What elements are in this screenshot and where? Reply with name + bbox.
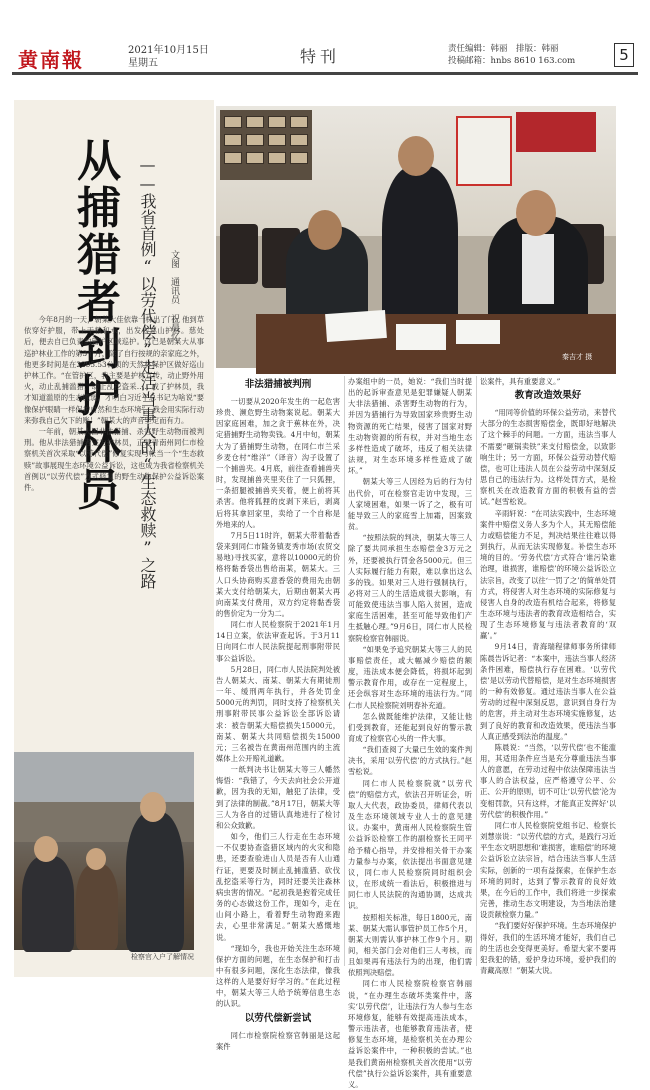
body-paragraph: 讼案件，具有重要意义。” bbox=[480, 377, 561, 386]
photo-person bbox=[76, 864, 118, 950]
body-paragraph: 同仁市人民检察院就“以劳代偿”的赔偿方式，依法召开听证会，听取人大代表，政协委员，律师代表以及生态环境领域专业人士的意见建议。办案中，黄南州人民检察院生管公益诉讼检察工作的副检察长王同平给予精心指导，并安排相关骨干办案力量参与办案，依法提出书面意见建议，同仁市人民检察院同时组织会议，在形成统一看法后，积极推进与同仁市人民法院的沟通协调，达成共识。 bbox=[348, 778, 472, 911]
photo-signer-head bbox=[308, 210, 342, 250]
body-paragraph: 同仁市人民检察院党组书记、检察长刘慧崇说：“以劳代偿的方式，是践行习近平生态文明思想和‘谁损害，谁赔偿’的环境公益诉讼立法宗旨，结合违法当事人生活实际，创新的一项有益探索，在保护生态环境的同时，达到了警示教育的良好效果，在今后的工作中，我们将进一步探索完善，推动生态文明建设，为当地法治建设贡献检察力量。” bbox=[480, 820, 616, 920]
body-paragraph: 陈晨说：“当然，‘以劳代偿’也不能滥用，其适用条件应当是充分尊重违法当事人的意愿，在劳动过程中依法保障违法当事人的合法权益，应严格遵守公平、公正、公开的原则，切不可让‘以劳代偿’沦为变相罚款，只有这样，才能真正发挥好‘以劳代偿’的积极作用。” bbox=[480, 742, 616, 819]
masthead bbox=[0, 40, 650, 74]
section-heading: 教育改造效果好 bbox=[514, 390, 582, 402]
photo-person-head bbox=[86, 848, 106, 870]
body-paragraph: 按照相关标准，每日1800元，南某、朝某大需认事管护员工作5个月，朝某大则需认事护林工作9个月。期间，相关部门会对他们三人考核，而且如果再有违法行为的出现，他们需依照判决赔偿。 bbox=[348, 912, 472, 978]
page-number: 5 bbox=[614, 43, 634, 67]
article-column-3 bbox=[480, 376, 616, 976]
body-paragraph: 同仁市人民检察院于2021年1月14日立案，依法审查起诉。于3月11日向同仁市人民法院提起刑事附带民事公益诉讼。 bbox=[216, 620, 340, 663]
section-heading: 非法猎捕被判刑 bbox=[244, 379, 312, 390]
body-paragraph: 5月28日，同仁市人民法院判处被告人朝某大、南某、朝某大有期徒刑一年、缓刑两年执行，并各处罚金5000元的判罚，同时支持了检察机关刑事附带民事公益诉讼全部诉讼请求：被告朝某大赔偿损失15000元，南某、朝某大共同赔偿损失15000元；三名被告在黄南州范围内的主流媒体上公开赔礼道歉。 bbox=[216, 664, 340, 763]
section-heading: 以劳代偿新尝试 bbox=[244, 1012, 312, 1024]
photo-notice-board bbox=[220, 110, 312, 180]
photo-home-visit bbox=[14, 752, 194, 950]
photo-caption: 检察官入户了解情况 bbox=[131, 953, 194, 961]
photo-prosecutor-head bbox=[398, 136, 434, 176]
weekday-text: 星期五 bbox=[128, 58, 158, 69]
body-paragraph: 朝某大等三人因经为后的行为付出代价，可在检察官走访中发现，三人家境困难，如果一诉了之，极有可能导致三人的家庭雪上加霜，因案致贫。 bbox=[348, 477, 472, 532]
article-byline: 文图 通讯员 祝晨忆 bbox=[169, 250, 179, 341]
body-paragraph: 9月14日，青海瑞程律师事务所律师陈晨告诉记者：“本案中，违法当事人经济条件困难，赔偿执行存在困难。‘以劳代偿’是以劳动代替赔偿，是对生态环境损害的一种有效修复。通过违法当事人在公益劳动的过程中深刻反思，意识到自身行为的危害，并主动对生态环境实施修复，达到了良好的教育和改造效果，使违法当事人真正感受到法治的温度。” bbox=[480, 642, 616, 741]
photo-poster bbox=[456, 116, 512, 186]
body-paragraph: 辛雨轩说：“在司法实践中，生态环境案件中赔偿义务人多为个人，其无赔偿能力或赔偿能力不足，判决结果往往难以得到执行，从而无法实现修复。补偿生态环境的目的。‘劳务代偿’方式符合‘谁污染谁治理，谁损害，谁赔偿’的环境公益诉讼立法宗旨，改变了以往‘一罚了之’的简单处罚方式，将侵害人对生态环境的实际修复与侵害人自身的改造有机结合起来，将修复生态环境与违法者的教育改造相结合，实现了生态环境修复与违法者教育的‘双赢’。” bbox=[480, 508, 616, 641]
photo-credit: 秦吉才 摄 bbox=[562, 353, 593, 361]
photo-person-head bbox=[34, 836, 58, 862]
column-rule bbox=[476, 376, 477, 966]
photo-person-head bbox=[140, 792, 166, 822]
article-subhead: ——我省首例“以劳代偿”走活当事人的“生态救赎”之路 bbox=[138, 155, 157, 589]
body-paragraph: 同仁市人民检察院检察官韩丽说，“在办理生态破坏类案件中，落实‘以劳代偿’，让违法行为人参与生态环境修复，能够有效提高违法成本，警示违法者，也能够教育违法者，使修复生态环境，是检察机关在办理公益诉讼案件中，一种积极的尝试。”也是我们黄南州检察机关首次使用“以劳代偿”执行公益诉讼案件，具有重要意义。 bbox=[348, 979, 472, 1089]
photo-document bbox=[456, 320, 500, 344]
body-paragraph: “现如今，我也开始关注生态环境保护方面的问题，在生态保护和打击中有很多问题，深化生态法律，像我这样的人是要好好学习的。”在此过程中，朝某大等三人给予统筹信息生态的认识。 bbox=[216, 943, 340, 1009]
photo-person bbox=[22, 856, 74, 952]
body-paragraph: “我们要好好保护环境。生态环境保护得好，我们的生活环境才能好，我们自己的生活也会变得更美好。希望大家不要再犯我犯的错，爱护身边环境，爱护我们的青藏高原！”朝某大说。 bbox=[480, 921, 616, 975]
body-paragraph: “如果免予追究朝某大等三人的民事赔偿责任，或大幅减少赔偿的额度，违法成本便会降低，将损坏起到警示教育作用，或存在一定程度上，还会纵容对生态环境的违法行为。”同仁市人民检察院刘明春补充道。 bbox=[348, 644, 472, 710]
lead-paragraph: 一年前，朝某大因非法猎捕、杀害野生动物而被判刑。他从非法猎捕者完为护林员，正是青南州同仁市检察机关首次采取“以劳代偿”修复实现与帐当一个“生态救赎”故事展现生态环境公益诉讼，这也成为我省检察机关首例以“以劳代偿”方式修复的野生动物保护公益诉讼案件。 bbox=[24, 427, 204, 493]
photo-shirt bbox=[522, 234, 554, 304]
article-column-1 bbox=[216, 376, 340, 1052]
photo-signing bbox=[216, 106, 616, 368]
body-paragraph: “我们查阅了大量已生效的案件判决书，采用‘以劳代偿’的方式执行。”赵雪松说。 bbox=[348, 745, 472, 777]
photo-seated-man-head bbox=[516, 190, 556, 236]
body-paragraph: 怎么做既能维护法律，又能让他们受到教育，还能起到良好的警示教育成了检察官心头的一件大事。 bbox=[348, 711, 472, 743]
editors-info bbox=[448, 43, 575, 67]
editors-line: 责任编辑：韩丽 排版：韩丽 bbox=[448, 44, 559, 54]
date-text: 2021年10月15日 bbox=[128, 45, 209, 56]
section-title: 特刊 bbox=[300, 47, 341, 66]
body-paragraph: 一切要从2020年发生的一起危害珍贵、濒危野生动物案说起。朝某大因家庭困难，加之贪于蕉林在外，决定猎捕野生动物卖钱。4月中旬，朝某大为了猎捕野生动物，在同仁市兰采乡麦仓村“维洋”（译音）沟子设置了一个捕兽夹。4月底，前往查看捕兽夹时，发现捕兽夹里夹住了一只狐狸，一条招腿被捕兽夹夹着，便上前将其杀害。他将狐狸的皮剥下来后，剥离后将其拿回家里，卖给了一个自称是外地来的人。 bbox=[216, 397, 340, 529]
column-rule bbox=[344, 376, 345, 966]
submission-email: 投稿邮箱：hnbs 8610 163.com bbox=[448, 56, 576, 66]
article-column-2 bbox=[348, 376, 472, 1090]
body-paragraph: 办案组中的一员，她说：“我们当时提出的起诉审查意见是犯罪嫌疑人朝某大非法猎捕、杀害野生动物的行为，并因为猎捕行为导致国家珍贵野生动物资源的死亡结果，侵害了国家对野生动物资源的所有权，并对当地生态多样性造成了破坏，违反了相关法律法规，对生态环境多样性造成了破坏。” bbox=[348, 377, 472, 476]
photo-document bbox=[325, 310, 387, 342]
body-paragraph: 7月5日11时许，朝某大带着黏香袋来到同仁市隆务镇麦秀市场(农贸交易地)寻找买家，意将以10000元的价格将黏香袋出售给南某，朝某大。三人口头协商购买意香袋的费用先由朝某大支付给朝某大，后期由朝某大再向南某支付费用，双方约定将黏香袋的售价定为一分为二。 bbox=[216, 530, 340, 618]
body-paragraph: 一纸判决书让朝某大等三人幡然悔悟：“我错了，今天去向社会公开道歉，因为我的无知，触犯了法律，受到了法律的制裁。”8月17日，朝某大等三人为各自的过错认真地进行了检讨和公众致歉。 bbox=[216, 765, 340, 830]
lead-paragraph: 今年8月的一天，朝某大佳依靠一株出了门。他到草依穿好护服，带上干粮和水，出发去巡山护林。慈处后，便去自已负责的管护区域巡护。这已是朝某大从事巡护林业工作的第3个月，除了自行按规的亲家庭之外，他更多时间是在2295.53公顷的天然林保护区做好巡山护林工作。“在管护区，我主要是护林宣传，动止野外用火，动止乱捕滥猎，动止乱挖盗采……成了护林员，我才知道滥原的生态脆弱，才明白习近平总书记为啥说“要像保护眼睛一样保护自然和生态环境”。我会用实际行动来弥我自己欠下的账！”朝某大的声音坚定而有力。 bbox=[24, 315, 204, 425]
body-paragraph: 同仁市检察院检察官韩丽是这起案件 bbox=[216, 1030, 340, 1051]
photo-red-banner bbox=[516, 112, 596, 152]
lead-text bbox=[24, 314, 204, 493]
photo-document bbox=[396, 324, 446, 350]
body-paragraph: “用同等价值的环保公益劳动，来替代大部分的生态损害赔偿金，既即好地解决了这个棘手的问题。一方面，违法当事人不需要“砸锅卖铁”来支付赔偿金，以致影响生计；另一方面，环保公益劳动替代赔偿，也可让违法人员在公益劳动中深刻反思自己的违法行为。这样处罚方式，是检察机关在改造教育方面的积极有益的尝试。”赵雪松说。 bbox=[480, 408, 616, 507]
issue-date bbox=[128, 44, 209, 70]
body-paragraph: “按照法院的判决，朝某大等三人除了要共同承担生态赔偿金3万元之外，还要被执行罚金各5000元。但三人实际履行能力有限，难以拿出这么多的钱。如果对三人进行强制执行，必将对三人的生活造成很大影响，有可能致使违法当事人陷入贫困，造成家庭生活困难，甚至可能导致他们产生抵触心理。”9月6日，同仁市人民检察院检察官韩丽说。 bbox=[348, 533, 472, 643]
newspaper-logo: 黄南報 bbox=[18, 48, 84, 72]
photo-prosecutor bbox=[382, 166, 458, 326]
header-rule bbox=[12, 72, 638, 75]
body-paragraph: 如今，他们三人行走在生态环境一不仅要协查盗猎区域内的火灾和隐患，还要查验进山人员是否有人山通行证，更要及时制止乱捕滥猎、砍伐乱挖盗采等行为，同时还要关注森林病虫害的情况。“起初我是抱着完成任务的心态做这份工作，现如今，走在山间小路上，看着野生动物跑来跑去，心里非常满足。”朝某大感慨地说。 bbox=[216, 832, 340, 942]
photo-person bbox=[126, 812, 184, 952]
article-headline: 从捕猎者到护林员 bbox=[77, 136, 121, 516]
photo-chair bbox=[220, 224, 258, 284]
